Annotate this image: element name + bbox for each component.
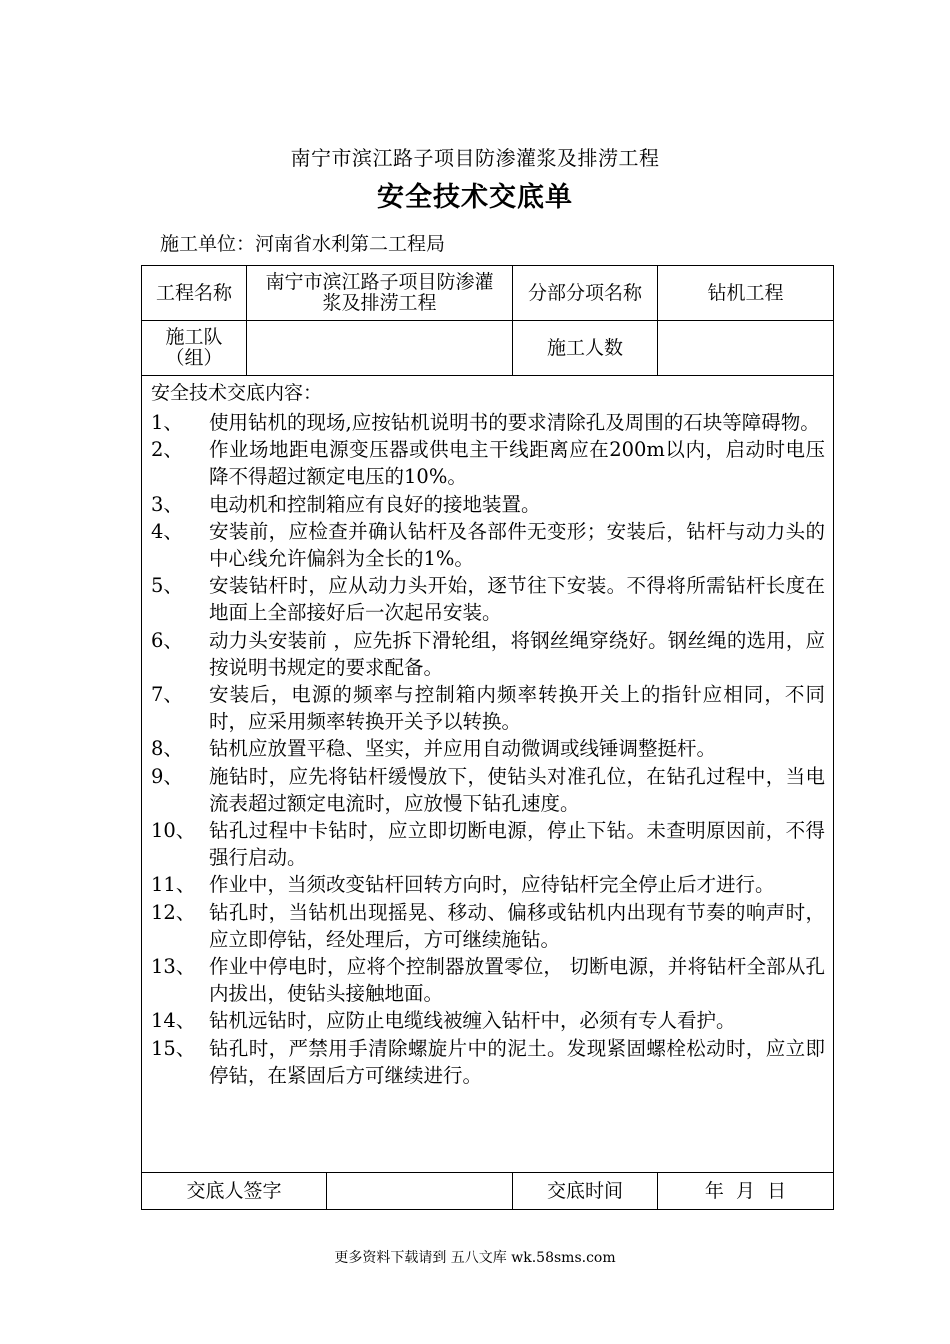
project-name-value: 南宁市滨江路子项目防渗灌浆及排涝工程 — [247, 266, 513, 321]
item-number: 1、 — [151, 411, 183, 434]
footer-download-note: 更多资料下载请到 五八文库 wk.58sms.com — [334, 1250, 616, 1266]
item-number: 14、 — [151, 1009, 196, 1033]
item-text: 钻机远钻时，应防止电缆线被缠入钻杆中，必须有专人看护。 — [209, 1009, 736, 1033]
list-item — [151, 681, 825, 735]
item-text: 钻孔时，当钻机出现摇晃、移动、偏移或钻机内出现有节奏的响声时，应立即停钻，经处理后，方可继续施钻。 — [209, 900, 826, 951]
form-row-signature — [142, 1173, 834, 1210]
list-item — [151, 518, 825, 572]
item-number: 5、 — [151, 574, 183, 598]
list-item — [151, 436, 825, 490]
item-number: 2、 — [151, 438, 183, 462]
workers-value — [658, 321, 834, 376]
item-number: 15、 — [151, 1036, 196, 1060]
disclosure-items — [151, 409, 825, 1089]
item-text: 钻机应放置平稳、坚实，并应用自动微调或线锤调整挺杆。 — [209, 737, 717, 761]
item-number: 13、 — [151, 955, 196, 979]
time-label: 交底时间 — [513, 1173, 658, 1210]
team-label: 施工队（组） — [142, 321, 247, 376]
content-heading: 安全技术交底内容： — [151, 382, 323, 404]
content-cell — [142, 376, 834, 1173]
list-item — [151, 1007, 825, 1034]
item-text: 作业中，当须改变钻杆回转方向时，应待钻杆完全停止后才进行。 — [209, 873, 775, 897]
list-item — [151, 735, 825, 762]
project-name-label: 工程名称 — [142, 266, 247, 321]
item-text: 电动机和控制箱应有良好的接地装置。 — [209, 492, 541, 516]
item-number: 3、 — [151, 492, 183, 516]
item-text: 安装后，电源的频率与控制箱内频率转换开关上的指针应相同，不同时，应采用频率转换开关予以转换。 — [209, 683, 826, 734]
item-text: 作业场地距电源变压器或供电主干线距离应在200m以内，启动时电压降不得超过额定电压的10%。 — [209, 438, 826, 489]
item-number: 10、 — [151, 819, 196, 843]
project-subtitle: 南宁市滨江路子项目防渗灌浆及排涝工程 — [290, 146, 660, 170]
item-text: 作业中停电时，应将个控制器放置零位， 切断电源，并将钻杆全部从孔内拔出，使钻头接触地面。 — [209, 955, 826, 1006]
list-item — [151, 763, 825, 817]
item-number: 6、 — [151, 628, 183, 652]
list-item — [151, 627, 825, 681]
form-row-project — [142, 266, 834, 321]
item-text: 安装钻杆时，应从动力头开始，逐节往下安装。不得将所需钻杆长度在地面上全部接好后一次起吊安装。 — [209, 574, 826, 625]
form-row-team — [142, 321, 834, 376]
list-item — [151, 1035, 825, 1089]
sub-item-value: 钻机工程 — [658, 266, 834, 321]
item-number: 7、 — [151, 683, 183, 707]
sub-item-label: 分部分项名称 — [513, 266, 658, 321]
list-item — [151, 572, 825, 626]
construction-unit-line: 施工单位：河南省水利第二工程局 — [160, 233, 446, 255]
item-number: 4、 — [151, 519, 183, 543]
item-text: 动力头安装前 ，应先拆下滑轮组，将钢丝绳穿绕好。钢丝绳的选用，应按说明书规定的要求配备。 — [209, 628, 826, 679]
signer-label: 交底人签字 — [142, 1173, 327, 1210]
list-item — [151, 409, 825, 436]
list-item — [151, 953, 825, 1007]
team-value — [247, 321, 513, 376]
item-number: 12、 — [151, 900, 196, 924]
item-text: 安装前，应检查并确认钻杆及各部件无变形；安装后，钻杆与动力头的中心线允许偏斜为全长的1%。 — [209, 519, 826, 571]
item-text: 使用钻机的现场,应按钻机说明书的要求清除孔及周围的石块等障碍物。 — [209, 411, 820, 434]
item-number: 11、 — [151, 873, 196, 897]
form-row-content — [142, 376, 834, 1173]
time-value: 年 月 日 — [658, 1173, 834, 1210]
list-item — [151, 871, 825, 898]
item-number: 8、 — [151, 737, 183, 761]
item-text: 钻孔过程中卡钻时，应立即切断电源，停止下钻。未查明原因前，不得强行启动。 — [209, 819, 826, 870]
list-item — [151, 899, 825, 953]
document-title: 安全技术交底单 — [377, 182, 573, 213]
safety-disclosure-form — [141, 265, 834, 1210]
list-item — [151, 491, 825, 518]
list-item — [151, 817, 825, 871]
item-text: 钻孔时，严禁用手清除螺旋片中的泥土。发现紧固螺栓松动时，应立即停钻，在紧固后方可继续进行。 — [209, 1036, 826, 1087]
item-number: 9、 — [151, 764, 183, 788]
item-text: 施钻时，应先将钻杆缓慢放下，使钻头对准孔位，在钻孔过程中，当电流表超过额定电流时，应放慢下钻孔速度。 — [209, 764, 826, 815]
signer-value — [327, 1173, 513, 1210]
workers-label: 施工人数 — [513, 321, 658, 376]
